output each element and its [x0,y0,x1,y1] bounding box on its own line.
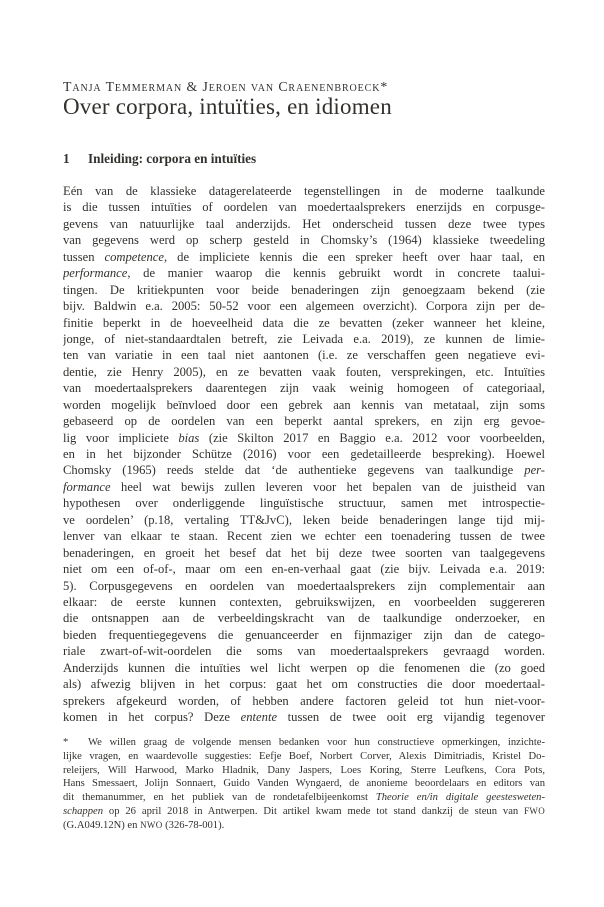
footnote-text: We willen graag de volgende mensen bedanken voor hun constructieve opmerkingen, inzichte- [88,737,545,748]
body-line: 5). Corpusgegevens en oordelen van moedertaalsprekers zijn complementair aan [63,578,545,593]
body-line: gebaseerd op de oordelen van een beperkt aantal sprekers, en zijn erg gevoe- [63,414,545,429]
body-line: performance, de manier waarop die kennis gebruikt wordt in concrete taalui- [63,266,545,281]
body-line: finitie beperkt in de hoeveelheid data die ze bevatten (zeker wanneer het kleine, [63,315,545,330]
body-line: bijv. Baldwin e.a. 2005: 50-52 voor een algemeen overzicht). Corpora zijn per de- [63,299,545,314]
body-line: dentie, zie Henry 2005), en ze bevatten vaak fouten, versprekingen, etc. Intuïties [63,364,545,379]
section-title: Inleiding: corpora en intuïties [88,151,257,166]
body-line: worden mogelijk beïnvloed door een gebrek aan kennis van metataal, zijn soms [63,397,545,412]
body-line: Chomsky (1965) reeds stelde dat ‘de authentieke gegevens van taalkundige per- [63,463,545,478]
body-line: komen in het corpus? Deze entente tussen de twee ooit erg vijandig tegenover [63,710,545,724]
footnote-first-line [63,736,545,750]
author-line: Tanja Temmerman & Jeroen van Craenenbroeck* [63,79,389,94]
body-line: en in het bijzonder Schütze (2016) voor een gedetailleerde bespreking). Hoewel [63,447,545,461]
body-line: als) afwezig blijven in het corpus: gaat het om constructies die door moedertaal- [63,677,545,692]
body-line: sprekers afgekeurd worden, of hebben andere factoren geleid tot hun niet-voor- [63,693,545,708]
footnote-line: (G.A049.12N) en NWO (326-78-001). [63,819,225,831]
section-number: 1 [63,151,70,166]
body-line: bieden frequentiegegevens die genuanceerder en fijnmaziger zijn dan de catego- [63,627,545,642]
body-line: formance heel wat bewijs zullen leveren voor het bepalen van de juistheid van [63,479,545,494]
body-line: van gegevens werd op scherp gesteld in Chomsky’s (1964) klassieke tweedeling [63,233,545,248]
footnote-line: dit themanummer, en het publiek van de rondetafelbijeenkomst Theorie en/in digitale geestesweten- [63,792,545,804]
body-line: hypothesen over onderliggende linguïstische structuur, samen met introspectie- [63,496,545,511]
body-line: benaderingen, en groeit het besef dat het bij deze twee soorten van taalgegevens [63,545,545,560]
body-line: lenver van elkaar te staan. Recent zien we echter een toenadering tussen de twee [63,529,545,544]
page-title: Over corpora, intuïties, en idiomen [63,94,392,119]
footnote-line: releijers, Will Harwood, Marko Hladnik, Dany Jaspers, Loes Koring, Sterre Leufkens, Cora Pots, [63,764,545,776]
body-line: tussen competence, de impliciete kennis die een spreker heeft over haar taal, en [63,249,545,264]
body-line: lig voor impliciete bias (zie Skilton 2017 en Baggio e.a. 2012 voor voorbeelden, [63,430,545,445]
article-body [63,183,545,725]
footnote [63,736,545,833]
body-line: ten van variatie in een taal niet aantonen (i.e. ze verschaffen geen negatieve evi- [63,348,545,363]
body-line: die ontsnappen aan de verbeeldingskracht van de taalkundige onderzoeker, en [63,611,545,626]
footnote-line: Hans Smessaert, Jolijn Sonnaert, Guido Vanden Wyngaerd, de anonieme beoordelaars en editors van [63,778,545,790]
body-line: ve oordelen’ (p.18, vertaling TT&JvC), leken beide benaderingen lange tijd mij- [63,512,545,527]
body-line: gevens van natuurlijke taal anderzijds. Het onderscheid tussen deze twee types [63,216,545,231]
body-line: niet om een of-of-, maar om een en-en-verhaal gaat (zie bijv. Leivada e.a. 2019: [63,562,545,577]
body-line: tingen. De kritiekpunten voor beide benaderingen zijn genoegzaam bekend (zie [63,282,545,297]
footnote-marker: * [63,737,69,748]
footnote-continuation [63,750,545,833]
body-line: riale zwart-of-wit-oordelen die soms van moedertaalsprekers gevraagd worden. [63,644,545,659]
section-heading [63,150,545,167]
body-line: van moedertaalsprekers daarentegen zijn vaak weinig homogeen of categoriaal, [63,381,545,396]
footnote-line: schappen op 26 april 2018 in Antwerpen. Dit artikel kwam mede tot stand dankzij de steun van FWO [63,805,545,817]
body-line: elkaar: de eerste kunnen contexten, gebruikswijzen, en voorbeelden suggereren [63,594,545,609]
body-line: Anderzijds kunnen die intuïties wel licht werpen op die fenomenen die (zo goed [63,660,545,675]
body-line: Eén van de klassieke datagerelateerde tegenstellingen in de moderne taalkunde [63,184,545,198]
body-line: is die tussen intuïties of oordelen van moedertaalsprekers enerzijds en corpusge- [63,200,545,215]
footnote-line: lijke vragen, en waardevolle suggesties: Eefje Boef, Norbert Corver, Alexis Dimitriadis, Kristel Do- [63,750,545,762]
body-line: jonge, of niet-standaardtalen betreft, zie Leivada e.a. 2019), ze kunnen de limie- [63,331,545,346]
